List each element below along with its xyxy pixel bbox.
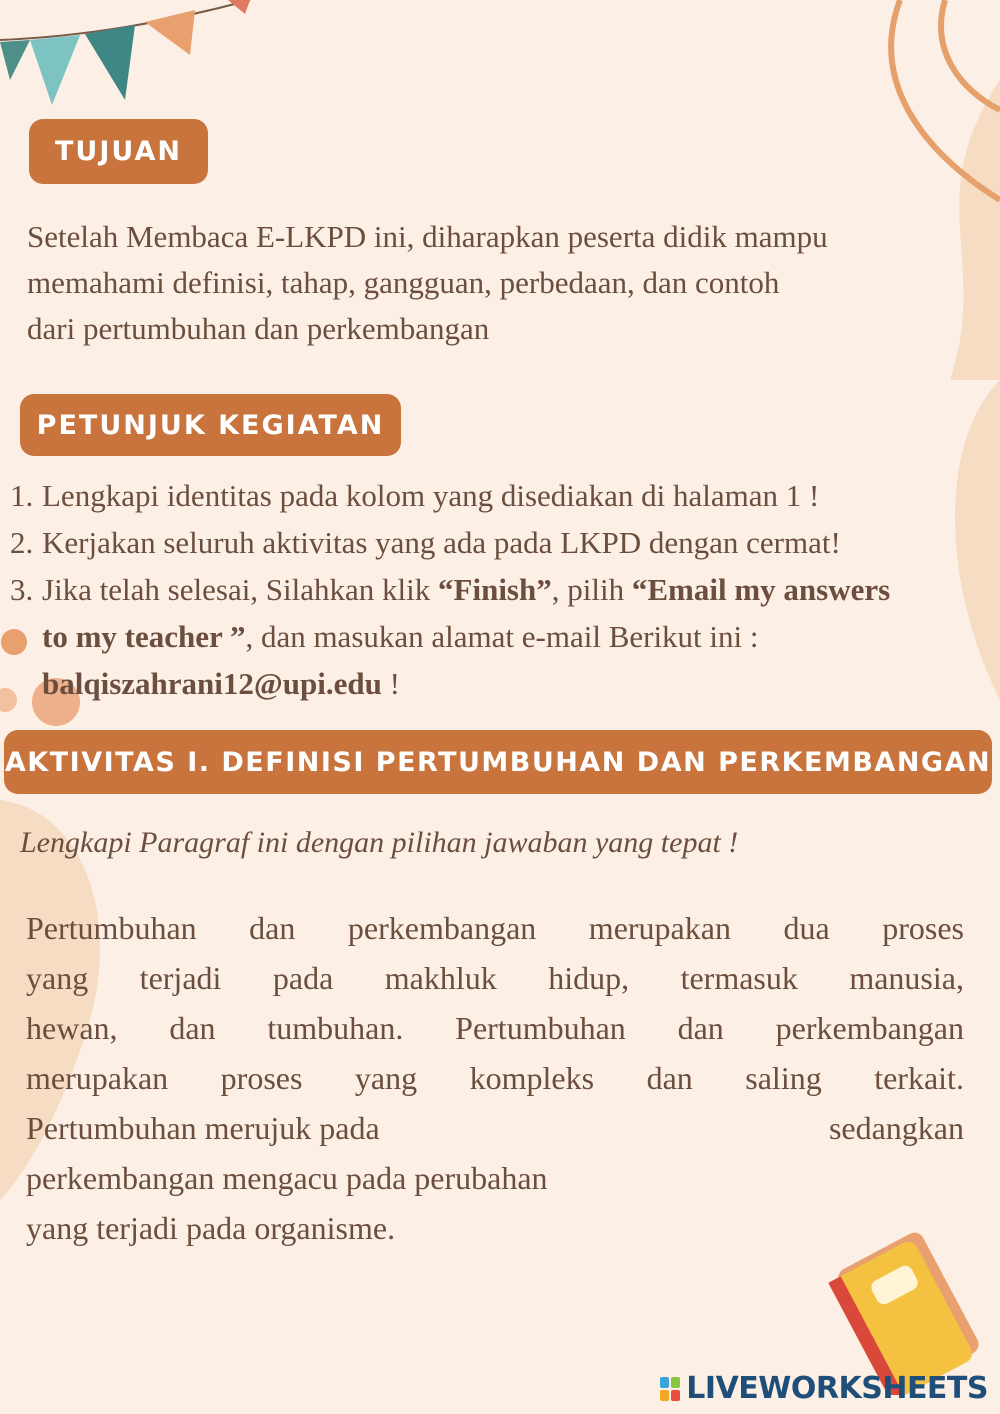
word: Pertumbuhan [455, 1010, 626, 1046]
instruction-list [0, 472, 1000, 707]
step-text: Kerjakan seluruh aktivitas yang ada pada LKPD dengan cermat! [42, 525, 841, 560]
word: merupakan [588, 910, 731, 946]
list-item [0, 566, 1000, 707]
word: dan [249, 910, 296, 946]
word: sedangkan [828, 1110, 964, 1146]
activity-paragraph [26, 903, 964, 1253]
finish-label: “Finish” [438, 572, 552, 607]
email-option-label: “Email my answers [631, 572, 891, 607]
list-item [0, 472, 1000, 519]
paragraph-line [26, 903, 964, 953]
word: manusia, [849, 960, 964, 996]
bunting-decoration [0, 0, 260, 120]
word: terkait. [874, 1060, 964, 1096]
word: yang [354, 1060, 418, 1096]
word: dua [783, 910, 830, 946]
word: perkembangan [775, 1010, 964, 1046]
word: makhluk [384, 960, 497, 996]
word: dan [169, 1010, 216, 1046]
word: hidup, [548, 960, 630, 996]
word: dan [646, 1060, 693, 1096]
word: merupakan [26, 1060, 169, 1096]
tujuan-line: dari pertumbuhan dan perkembangan [27, 311, 490, 346]
paragraph-line: perkembangan mengacu pada perubahan [26, 1160, 548, 1196]
step-text: ! [381, 666, 400, 701]
word: saling [745, 1060, 822, 1096]
paragraph-line [26, 1103, 964, 1153]
liveworksheets-logo [660, 1371, 988, 1406]
word: hewan, [26, 1010, 118, 1046]
step-text: Jika telah selesai, Silahkan klik [42, 572, 439, 607]
word: pada [272, 960, 334, 996]
word: tumbuhan. [267, 1010, 404, 1046]
paragraph-line [26, 1053, 964, 1103]
step-number: 2. [10, 525, 34, 560]
liveworksheets-badge-icon [660, 1377, 680, 1401]
paragraph-line [26, 953, 964, 1003]
word: kompleks [469, 1060, 595, 1096]
activity-instruction: Lengkapi Paragraf ini dengan pilihan jawaban yang tepat ! [20, 826, 739, 859]
step-number: 1. [10, 478, 34, 513]
step-number: 3. [10, 572, 34, 607]
petunjuk-heading: PETUNJUK KEGIATAN [20, 394, 401, 456]
list-item [0, 519, 1000, 566]
tujuan-line: Setelah Membaca E-LKPD ini, diharapkan peserta didik mampu [27, 219, 828, 254]
email-address: balqiszahrani12@upi.edu [42, 666, 382, 701]
tujuan-line: memahami definisi, tahap, gangguan, perbedaan, dan contoh [27, 265, 780, 300]
word: proses [882, 910, 964, 946]
word: Pertumbuhan merujuk pada [26, 1110, 380, 1146]
step-text: , pilih [551, 572, 632, 607]
tujuan-paragraph [27, 214, 987, 352]
word: dan [677, 1010, 724, 1046]
email-option-label: to my teacher ” [42, 619, 246, 654]
tujuan-heading: TUJUAN [29, 119, 208, 184]
word: termasuk [680, 960, 798, 996]
word: terjadi [139, 960, 222, 996]
word: Pertumbuhan [26, 910, 197, 946]
step-text: Lengkapi identitas pada kolom yang disediakan di halaman 1 ! [42, 478, 820, 513]
word: proses [220, 1060, 303, 1096]
paragraph-line: yang terjadi pada organisme. [26, 1210, 396, 1246]
step-text: , dan masukan alamat e-mail Berikut ini : [245, 619, 759, 654]
word: yang [26, 960, 89, 996]
aktivitas-heading: AKTIVITAS I. DEFINISI PERTUMBUHAN DAN PERKEMBANGAN [4, 730, 992, 794]
paragraph-line [26, 1003, 964, 1053]
word: perkembangan [347, 910, 537, 946]
watermark-text: LIVEWORKSHEETS [686, 1371, 988, 1406]
